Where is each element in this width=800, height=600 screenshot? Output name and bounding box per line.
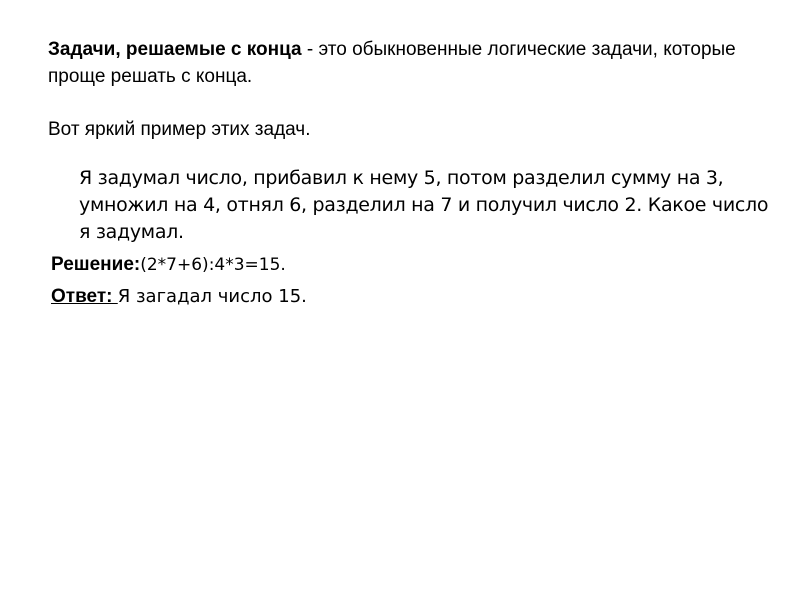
solution-line [51,251,286,279]
answer-text: Я загадал число 15. [117,286,307,307]
intro-paragraph [48,36,768,90]
answer-line [51,283,307,310]
problem-text: Я задумал число, прибавил к нему 5, потом разделил сумму на 3, умножил на 4, отнял 6, разделил на 7 и получил число 2. Какое число я задумал. [79,167,769,243]
definition-term: Задачи, решаемые с конца [48,39,302,60]
answer-label: Ответ: [51,286,118,307]
solution-formula: (2*7+6):4*3=15. [140,255,286,275]
solution-label: Решение: [51,254,141,275]
definition-text: - это обыкновенные логические задачи, которые проще решать с конца. [48,39,736,87]
example-intro: Вот яркий пример этих задач. [48,119,311,140]
